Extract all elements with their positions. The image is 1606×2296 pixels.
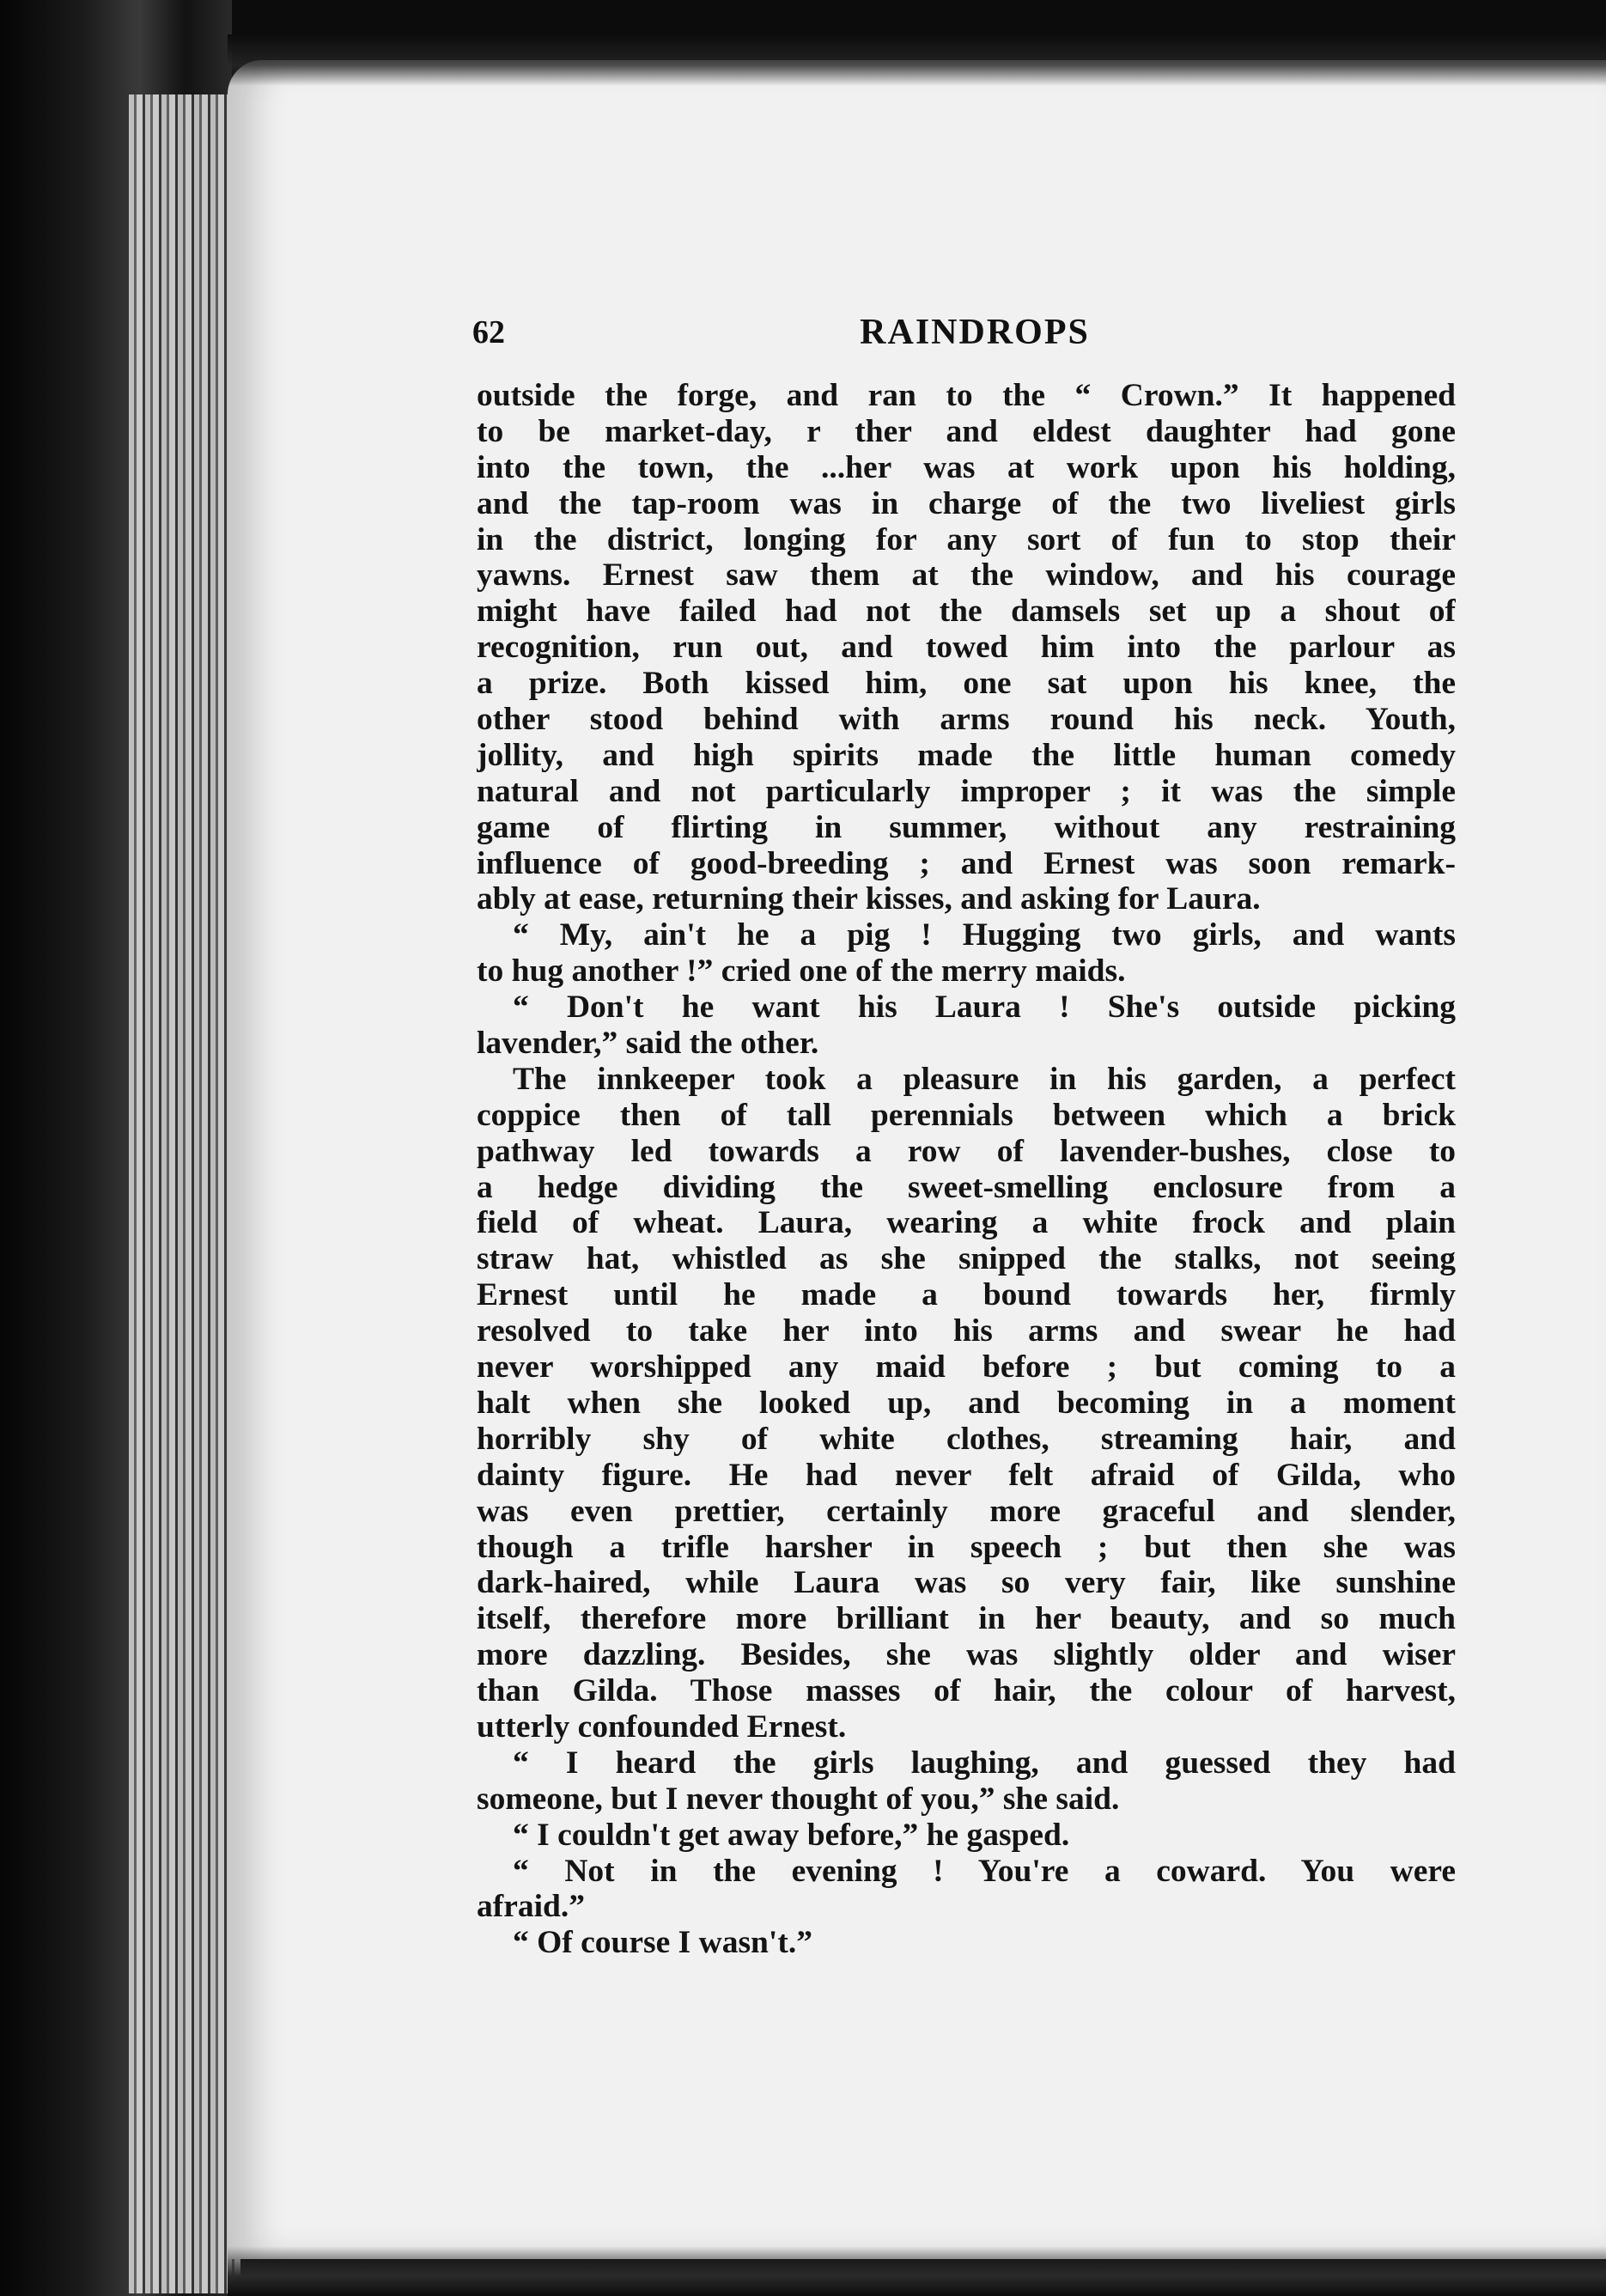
text-line: might have failed had not the damsels set up a shout of <box>477 594 1456 630</box>
text-line: to be market-day, r ther and eldest daughter had gone <box>477 413 1456 449</box>
bottom-edge-shadow <box>228 2246 1606 2296</box>
text-line: The innkeeper took a pleasure in his garden, a perfect <box>513 1061 1456 1097</box>
text-line: influence of good-breeding ; and Ernest was soon remark- <box>477 845 1456 881</box>
text-line: “ My, ain't he a pig ! Hugging two girls, and wants <box>513 917 1456 953</box>
text-line: never worshipped any maid before ; but coming to a <box>477 1349 1456 1386</box>
text-line: Ernest until he made a bound towards her, firmly <box>477 1277 1456 1313</box>
text-line: resolved to take her into his arms and swear he had <box>477 1313 1456 1349</box>
text-line: a prize. Both kissed him, one sat upon his knee, the <box>477 666 1456 702</box>
page-header <box>472 314 1477 365</box>
text-line: “ Don't he want his Laura ! She's outside picking <box>513 990 1456 1026</box>
text-line: utterly confounded Ernest. <box>477 1708 847 1745</box>
text-line: “ Not in the evening ! You're a coward. You were <box>513 1853 1456 1889</box>
text-line: dainty figure. He had never felt afraid of Gilda, who <box>477 1457 1456 1493</box>
text-line: jollity, and high spirits made the little human comedy <box>477 737 1456 773</box>
text-line: more dazzling. Besides, she was slightly older and wiser <box>477 1637 1456 1673</box>
text-line: in the district, longing for any sort of fun to stop their <box>477 521 1456 557</box>
text-line: coppice then of tall perennials between which a brick <box>477 1097 1456 1133</box>
text-line: lavender,” said the other. <box>477 1026 819 1062</box>
text-line: halt when she looked up, and becoming in a moment <box>477 1385 1456 1421</box>
text-line: horribly shy of white clothes, streaming hair, and <box>477 1421 1456 1457</box>
text-line: pathway led towards a row of lavender-bushes, close to <box>477 1133 1456 1169</box>
text-line: to hug another !” cried one of the merry maids. <box>477 953 1126 990</box>
page-edges <box>129 94 240 2293</box>
text-line: someone, but I never thought of you,” she said. <box>477 1781 1120 1817</box>
text-line: outside the forge, and ran to the “ Crown.” It happened <box>477 378 1456 413</box>
text-line: field of wheat. Laura, wearing a white frock and plain <box>477 1205 1456 1241</box>
text-line: into the town, the ...her was at work upon his holding, <box>477 449 1456 485</box>
text-line: itself, therefore more brilliant in her beauty, and so much <box>477 1601 1456 1637</box>
text-line: afraid.” <box>477 1889 586 1925</box>
text-line: ably at ease, returning their kisses, and asking for Laura. <box>477 881 1261 917</box>
text-line: recognition, run out, and towed him into the parlour as <box>477 630 1456 666</box>
running-head: RAINDROPS <box>860 313 1090 352</box>
text-line: “ I heard the girls laughing, and guessed they had <box>513 1745 1456 1781</box>
top-edge-shadow <box>228 34 1606 86</box>
body-text <box>477 378 1456 1961</box>
page-number: 62 <box>472 314 505 350</box>
text-line: “ I couldn't get away before,” he gasped. <box>513 1817 1070 1853</box>
text-line: yawns. Ernest saw them at the window, and his courage <box>477 557 1456 594</box>
text-line: other stood behind with arms round his neck. Youth, <box>477 702 1456 738</box>
text-line: “ Of course I wasn't.” <box>513 1925 812 1961</box>
text-line: was even prettier, certainly more graceful and slender, <box>477 1493 1456 1529</box>
text-line: straw hat, whistled as she snipped the stalks, not seeing <box>477 1241 1456 1277</box>
text-line: than Gilda. Those masses of hair, the colour of harvest, <box>477 1673 1456 1709</box>
text-line: a hedge dividing the sweet-smelling enclosure from a <box>477 1169 1456 1205</box>
text-line: dark-haired, while Laura was so very fair, like sunshine <box>477 1565 1456 1601</box>
text-line: natural and not particularly improper ; it was the simple <box>477 773 1456 809</box>
text-line: and the tap-room was in charge of the two liveliest girls <box>477 485 1456 521</box>
text-line: game of flirting in summer, without any restraining <box>477 809 1456 845</box>
text-line: though a trifle harsher in speech ; but then she was <box>477 1529 1456 1565</box>
